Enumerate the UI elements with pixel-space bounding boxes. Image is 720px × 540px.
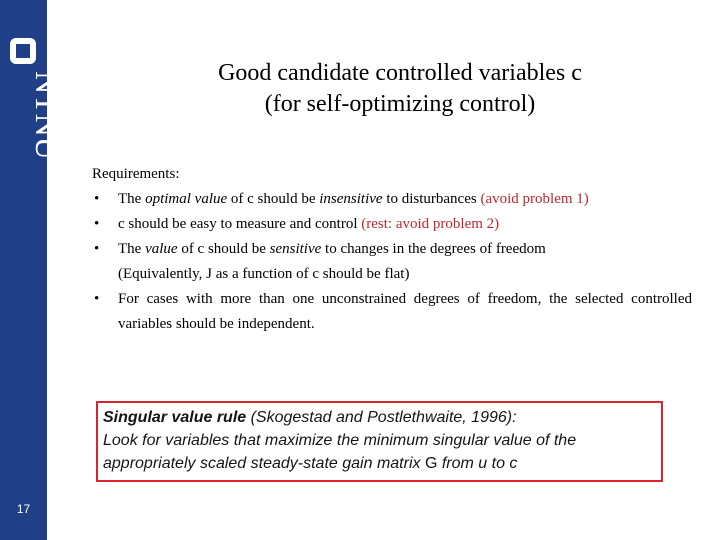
equivalent-note: (Equivalently, J as a function of c should be flat) [118, 266, 410, 282]
singular-value-rule-box [96, 401, 663, 482]
title-line-1: Good candidate controlled variables c [218, 60, 582, 86]
title-line-2: (for self-optimizing control) [264, 91, 536, 117]
page-number: 17 [16, 502, 31, 516]
problem-2-note: (rest: avoid problem 2) [361, 216, 500, 232]
rule-name: Singular value rule [103, 409, 247, 426]
ntnu-wordmark: NTNU [29, 71, 65, 160]
gain-matrix-symbol: G [424, 455, 438, 472]
requirements-list [92, 187, 692, 337]
rule-tail: from u to c [437, 455, 518, 472]
ntnu-logo [0, 36, 65, 186]
list-item: • The optimal value of c should be insensitive to disturbances (avoid problem 1) [92, 187, 692, 212]
slide-title [120, 58, 680, 120]
list-item: • The value of c should be sensitive to changes in the degrees of freedom (Equivalently, J as a function of c should be flat) [92, 237, 692, 287]
sidebar [0, 0, 65, 540]
rule-body: Look for variables that maximize the minimum singular value of the appropriately scaled steady-state gain matrix [103, 432, 577, 472]
list-item: • For cases with more than one unconstrained degrees of freedom, the selected controlled variables should be independent. [92, 287, 692, 337]
rule-citation: (Skogestad and Postlethwaite, 1996): [246, 409, 517, 426]
problem-1-note: (avoid problem 1) [480, 191, 589, 207]
list-item: • c should be easy to measure and control (rest: avoid problem 2) [92, 212, 692, 237]
requirements-section [92, 162, 692, 337]
requirements-heading: Requirements: [92, 166, 180, 182]
